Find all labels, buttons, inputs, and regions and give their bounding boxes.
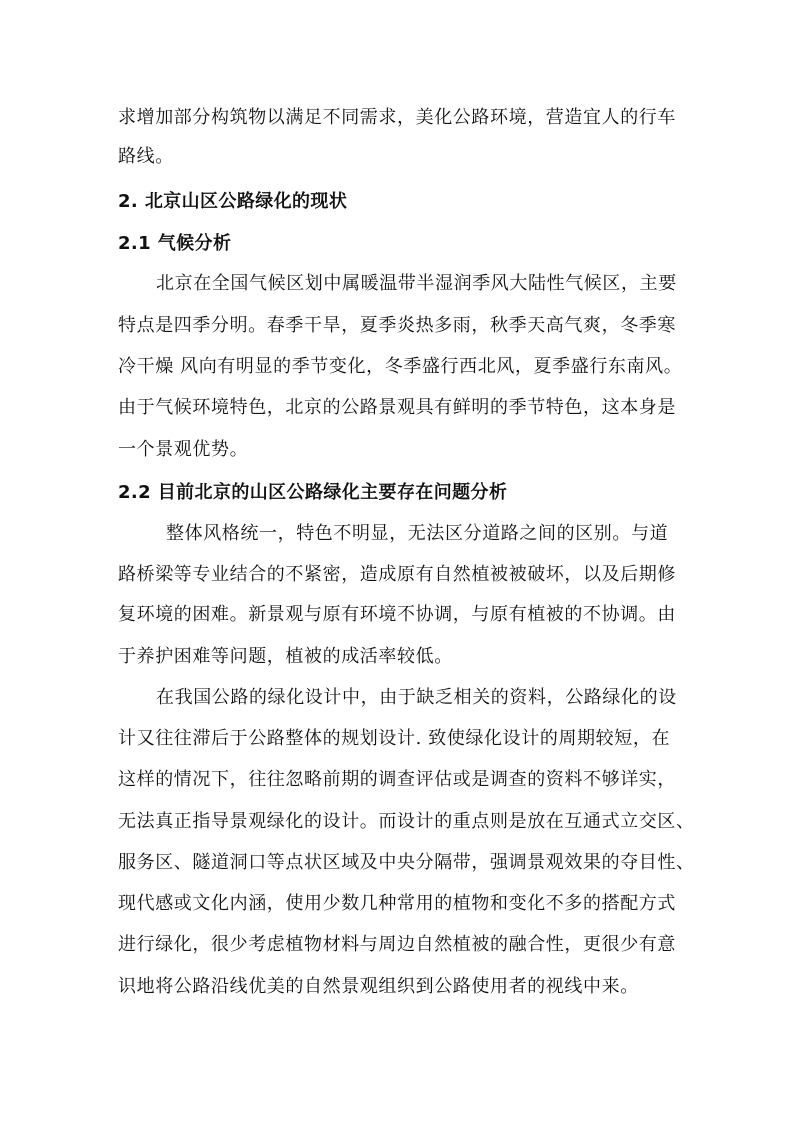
subsection-heading: 2.2 目前北京的山区公路绿化主要存在问题分析 — [118, 482, 508, 503]
subsection-heading: 2.1 气候分析 — [118, 233, 232, 254]
body-text-line: 于养护困难等问题，植被的成活率较低。 — [118, 646, 453, 667]
body-text-line: 无法真正指导景观绿化的设计。而设计的重点则是放在互通式立交区、 — [118, 811, 695, 832]
body-text-line: 现代感或文化内涵，使用少数几种常用的植物和变化不多的搭配方式 — [118, 893, 676, 914]
body-text-line: 进行绿化，很少考虑植物材料与周边自然植被的融合性，更很少有意 — [118, 934, 676, 955]
body-text-line: 路线。 — [118, 146, 174, 167]
body-text-line: 由于气候环境特色，北京的公路景观具有鲜明的季节特色，这本身是 — [118, 397, 676, 418]
body-text-line: 特点是四季分明。春季干旱，夏季炎热多雨，秋季天高气爽，冬季寒 — [118, 315, 676, 336]
body-text-line: 这样的情况下，往往忽略前期的调查评估或是调查的资料不够详实， — [118, 769, 676, 790]
body-text-line: 求增加部分构筑物以满足不同需求，美化公路环境，营造宜人的行车 — [118, 107, 676, 128]
body-text-line: 服务区、隧道洞口等点状区域及中央分隔带，强调景观效果的夺目性、 — [118, 852, 695, 873]
body-text-line: 冷干燥 风向有明显的季节变化，冬季盛行西北风，夏季盛行东南风。 — [118, 356, 683, 377]
section-heading: 2. 北京山区公路绿化的现状 — [118, 191, 348, 212]
body-text-line: 在我国公路的绿化设计中，由于缺乏相关的资料，公路绿化的设 — [156, 687, 677, 708]
body-text-line: 一个景观优势。 — [118, 439, 249, 460]
body-text-line: 北京在全国气候区划中属暖温带半湿润季风大陆性气候区，主要 — [156, 273, 677, 294]
body-text-line: 计又往往滞后于公路整体的规划设计. 致使绿化设计的周期较短，在 — [118, 728, 671, 749]
body-text-line: 识地将公路沿线优美的自然景观组织到公路使用者的视线中来。 — [118, 976, 639, 997]
body-text-line: 整体风格统一，特色不明显，无法区分道路之间的区别。与道 — [166, 523, 669, 544]
body-text-line: 路桥梁等专业结合的不紧密，造成原有自然植被被破坏，以及后期修 — [118, 564, 676, 585]
body-text-line: 复环境的困难。新景观与原有环境不协调，与原有植被的不协调。由 — [118, 604, 676, 625]
